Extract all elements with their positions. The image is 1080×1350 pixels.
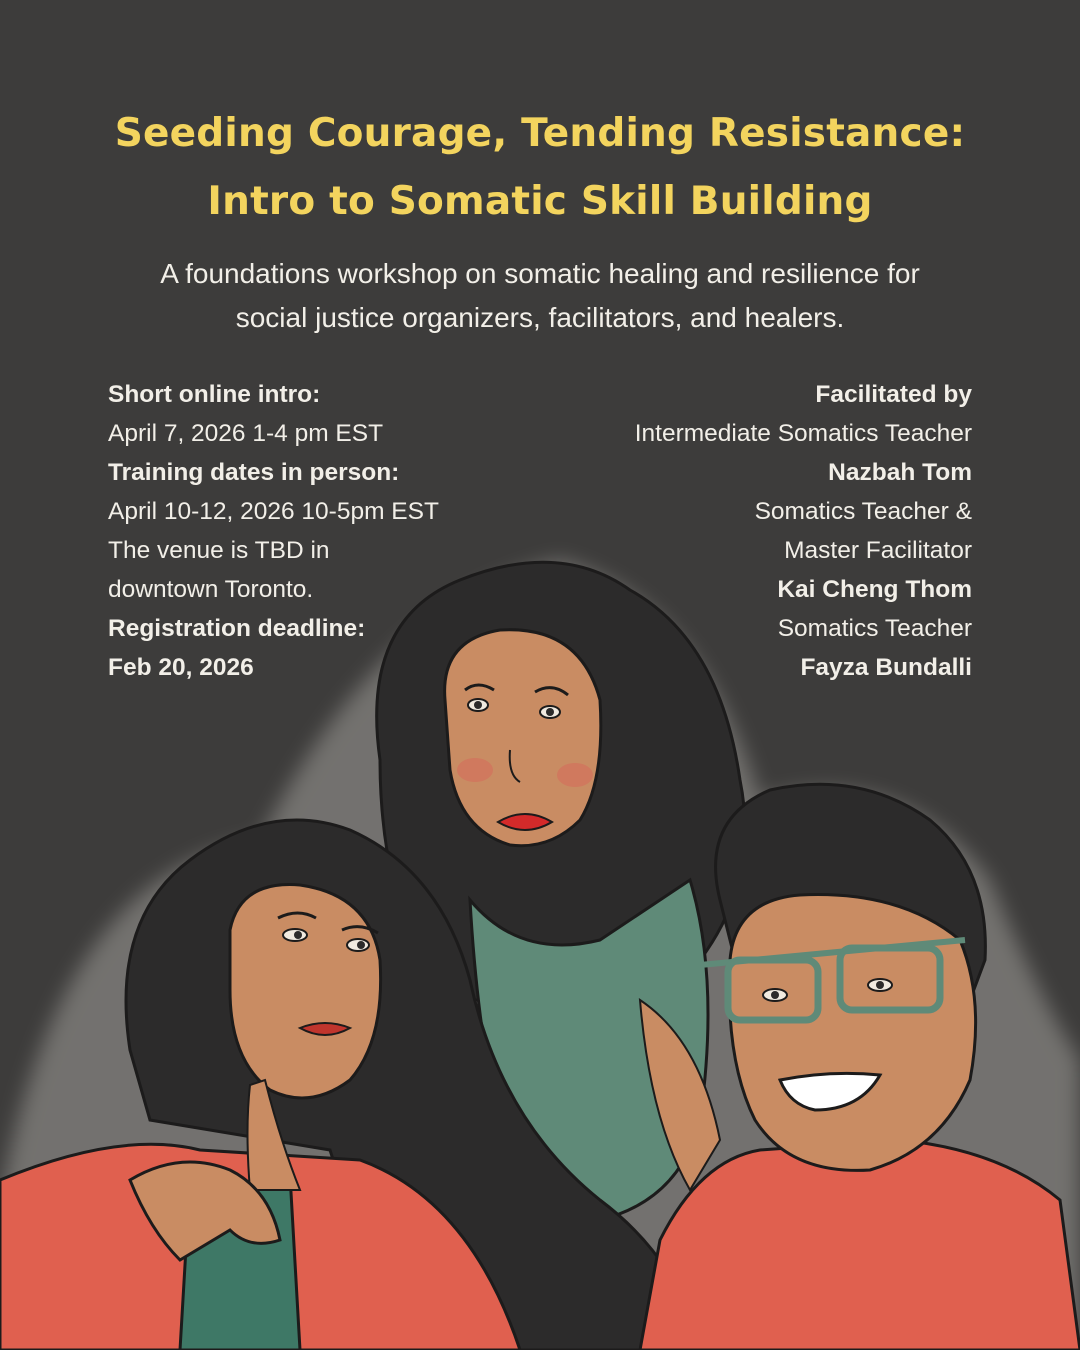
facilitator-role: Somatics Teacher & [754, 498, 972, 525]
poster-subtitle [60, 252, 1020, 340]
facilitated-by-heading: Facilitated by [815, 381, 972, 408]
facilitator-role: Somatics Teacher [777, 615, 972, 642]
facilitator-name: Kai Cheng Thom [777, 576, 972, 603]
poster-title [0, 100, 1080, 236]
online-intro-label: Short online intro: [108, 381, 321, 408]
facilitators-illustration [0, 540, 1080, 1350]
venue-line-2: downtown Toronto. [108, 576, 314, 603]
facilitator-role: Intermediate Somatics Teacher [634, 420, 972, 447]
online-intro-date: April 7, 2026 1-4 pm EST [108, 420, 384, 447]
facilitator-name: Fayza Bundalli [800, 654, 972, 681]
title-line-1: Seeding Courage, Tending Resistance: [114, 111, 966, 156]
registration-deadline-date: Feb 20, 2026 [108, 654, 254, 681]
registration-deadline-label: Registration deadline: [108, 615, 366, 642]
title-line-2: Intro to Somatic Skill Building [207, 179, 873, 224]
facilitator-role: Master Facilitator [784, 537, 972, 564]
facilitator-name: Nazbah Tom [828, 459, 972, 486]
in-person-label: Training dates in person: [108, 459, 400, 486]
subtitle-line-1: A foundations workshop on somatic healing and resilience for [160, 258, 920, 289]
venue-line-1: The venue is TBD in [108, 537, 330, 564]
subtitle-line-2: social justice organizers, facilitators, and healers. [235, 302, 845, 333]
in-person-dates: April 10-12, 2026 10-5pm EST [108, 498, 439, 525]
